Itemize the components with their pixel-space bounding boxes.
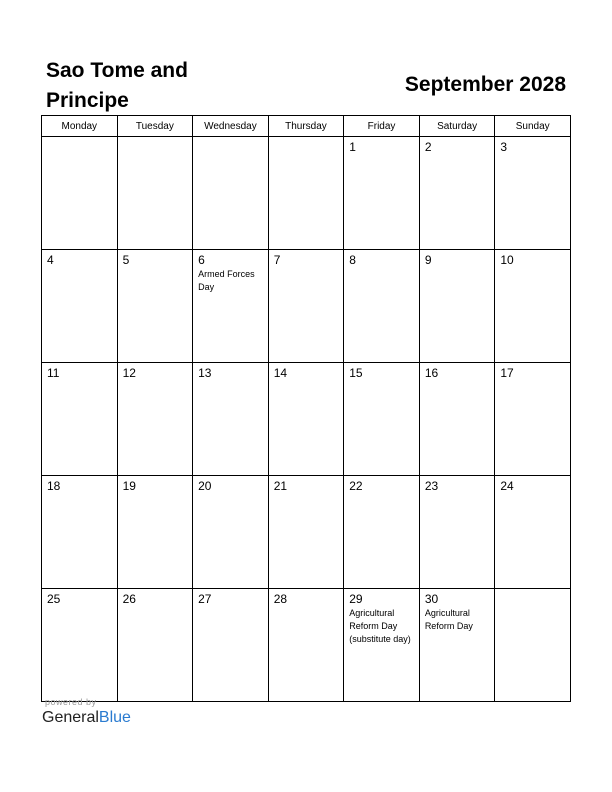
country-title: Sao Tome and Principe — [46, 59, 188, 112]
calendar-day-cell — [268, 476, 344, 589]
day-number: 24 — [500, 479, 514, 493]
brand-name — [42, 707, 131, 729]
calendar-day-cell — [117, 250, 193, 363]
weekday-header: Friday — [344, 116, 420, 137]
day-number: 9 — [424, 253, 432, 267]
calendar-week-row — [42, 589, 571, 702]
brand-logo — [42, 697, 131, 729]
calendar-day-cell — [495, 589, 571, 702]
brand-name-blue: Blue — [98, 709, 131, 726]
calendar-day-cell — [419, 250, 495, 363]
weekday-header-row — [42, 116, 571, 137]
day-number: 20 — [198, 479, 212, 493]
calendar-day-cell — [193, 250, 269, 363]
day-number: 2 — [424, 140, 432, 154]
calendar-day-cell — [42, 476, 118, 589]
weekday-header: Thursday — [268, 116, 344, 137]
day-number: 23 — [424, 479, 439, 493]
day-number: 25 — [47, 592, 61, 606]
calendar-day-cell — [193, 363, 269, 476]
weekday-header: Wednesday — [193, 116, 269, 137]
weekday-header: Monday — [42, 116, 118, 137]
day-number: 15 — [349, 366, 363, 380]
day-number: 30 — [424, 592, 439, 606]
calendar-day-cell — [268, 250, 344, 363]
day-number: 29 — [349, 592, 363, 606]
brand-name-general: General — [42, 709, 99, 726]
calendar-day-cell — [495, 137, 571, 250]
calendar-day-cell — [419, 137, 495, 250]
calendar-day-cell — [268, 363, 344, 476]
calendar-day-cell — [42, 589, 118, 702]
weekday-header: Tuesday — [117, 116, 193, 137]
calendar-day-cell — [193, 589, 269, 702]
calendar-week-row — [42, 363, 571, 476]
calendar-day-cell — [42, 363, 118, 476]
holiday-label: Agricultural Reform Day — [424, 608, 473, 631]
day-number: 6 — [198, 253, 205, 267]
day-number: 10 — [500, 253, 514, 267]
day-number: 11 — [47, 366, 60, 380]
calendar-day-cell — [193, 476, 269, 589]
day-number: 26 — [122, 592, 136, 606]
calendar-day-cell — [117, 137, 193, 250]
powered-by-text: powered by — [45, 697, 97, 707]
day-number: 1 — [349, 140, 356, 154]
day-number: 12 — [122, 366, 136, 380]
day-number: 27 — [198, 592, 212, 606]
day-number: 28 — [273, 592, 288, 606]
calendar-week-row — [42, 476, 571, 589]
calendar-grid — [41, 115, 571, 702]
day-number: 19 — [122, 479, 136, 493]
calendar-day-cell — [117, 589, 193, 702]
calendar-day-cell — [419, 589, 495, 702]
day-number: 21 — [273, 479, 288, 493]
day-number: 16 — [424, 366, 439, 380]
calendar-day-cell — [495, 476, 571, 589]
calendar-day-cell — [495, 363, 571, 476]
day-number: 14 — [273, 366, 288, 380]
day-number: 5 — [122, 253, 130, 267]
calendar-day-cell — [344, 476, 420, 589]
holiday-label: Armed Forces Day — [198, 269, 255, 292]
day-number: 13 — [198, 366, 212, 380]
day-number: 3 — [500, 140, 508, 154]
day-number: 8 — [349, 253, 356, 267]
weekday-header: Sunday — [495, 116, 571, 137]
day-number: 17 — [500, 366, 514, 380]
calendar-day-cell — [419, 476, 495, 589]
day-number: 22 — [349, 479, 363, 493]
calendar-day-cell — [344, 250, 420, 363]
month-title: September 2028 — [404, 73, 566, 96]
calendar-day-cell — [344, 363, 420, 476]
calendar-day-cell — [193, 137, 269, 250]
calendar-day-cell — [268, 137, 344, 250]
day-number: 4 — [47, 253, 54, 267]
calendar-day-cell — [344, 589, 420, 702]
calendar-day-cell — [42, 137, 118, 250]
calendar-day-cell — [419, 363, 495, 476]
calendar-day-cell — [344, 137, 420, 250]
calendar-week-row — [42, 137, 571, 250]
weekday-header: Saturday — [419, 116, 495, 137]
holiday-label: Agricultural Reform Day (substitute day) — [349, 608, 411, 644]
day-number: 18 — [47, 479, 61, 493]
calendar-day-cell — [495, 250, 571, 363]
calendar-week-row — [42, 250, 571, 363]
calendar-day-cell — [117, 476, 193, 589]
calendar-day-cell — [268, 589, 344, 702]
day-number: 7 — [273, 253, 281, 267]
calendar-day-cell — [42, 250, 118, 363]
calendar-day-cell — [117, 363, 193, 476]
